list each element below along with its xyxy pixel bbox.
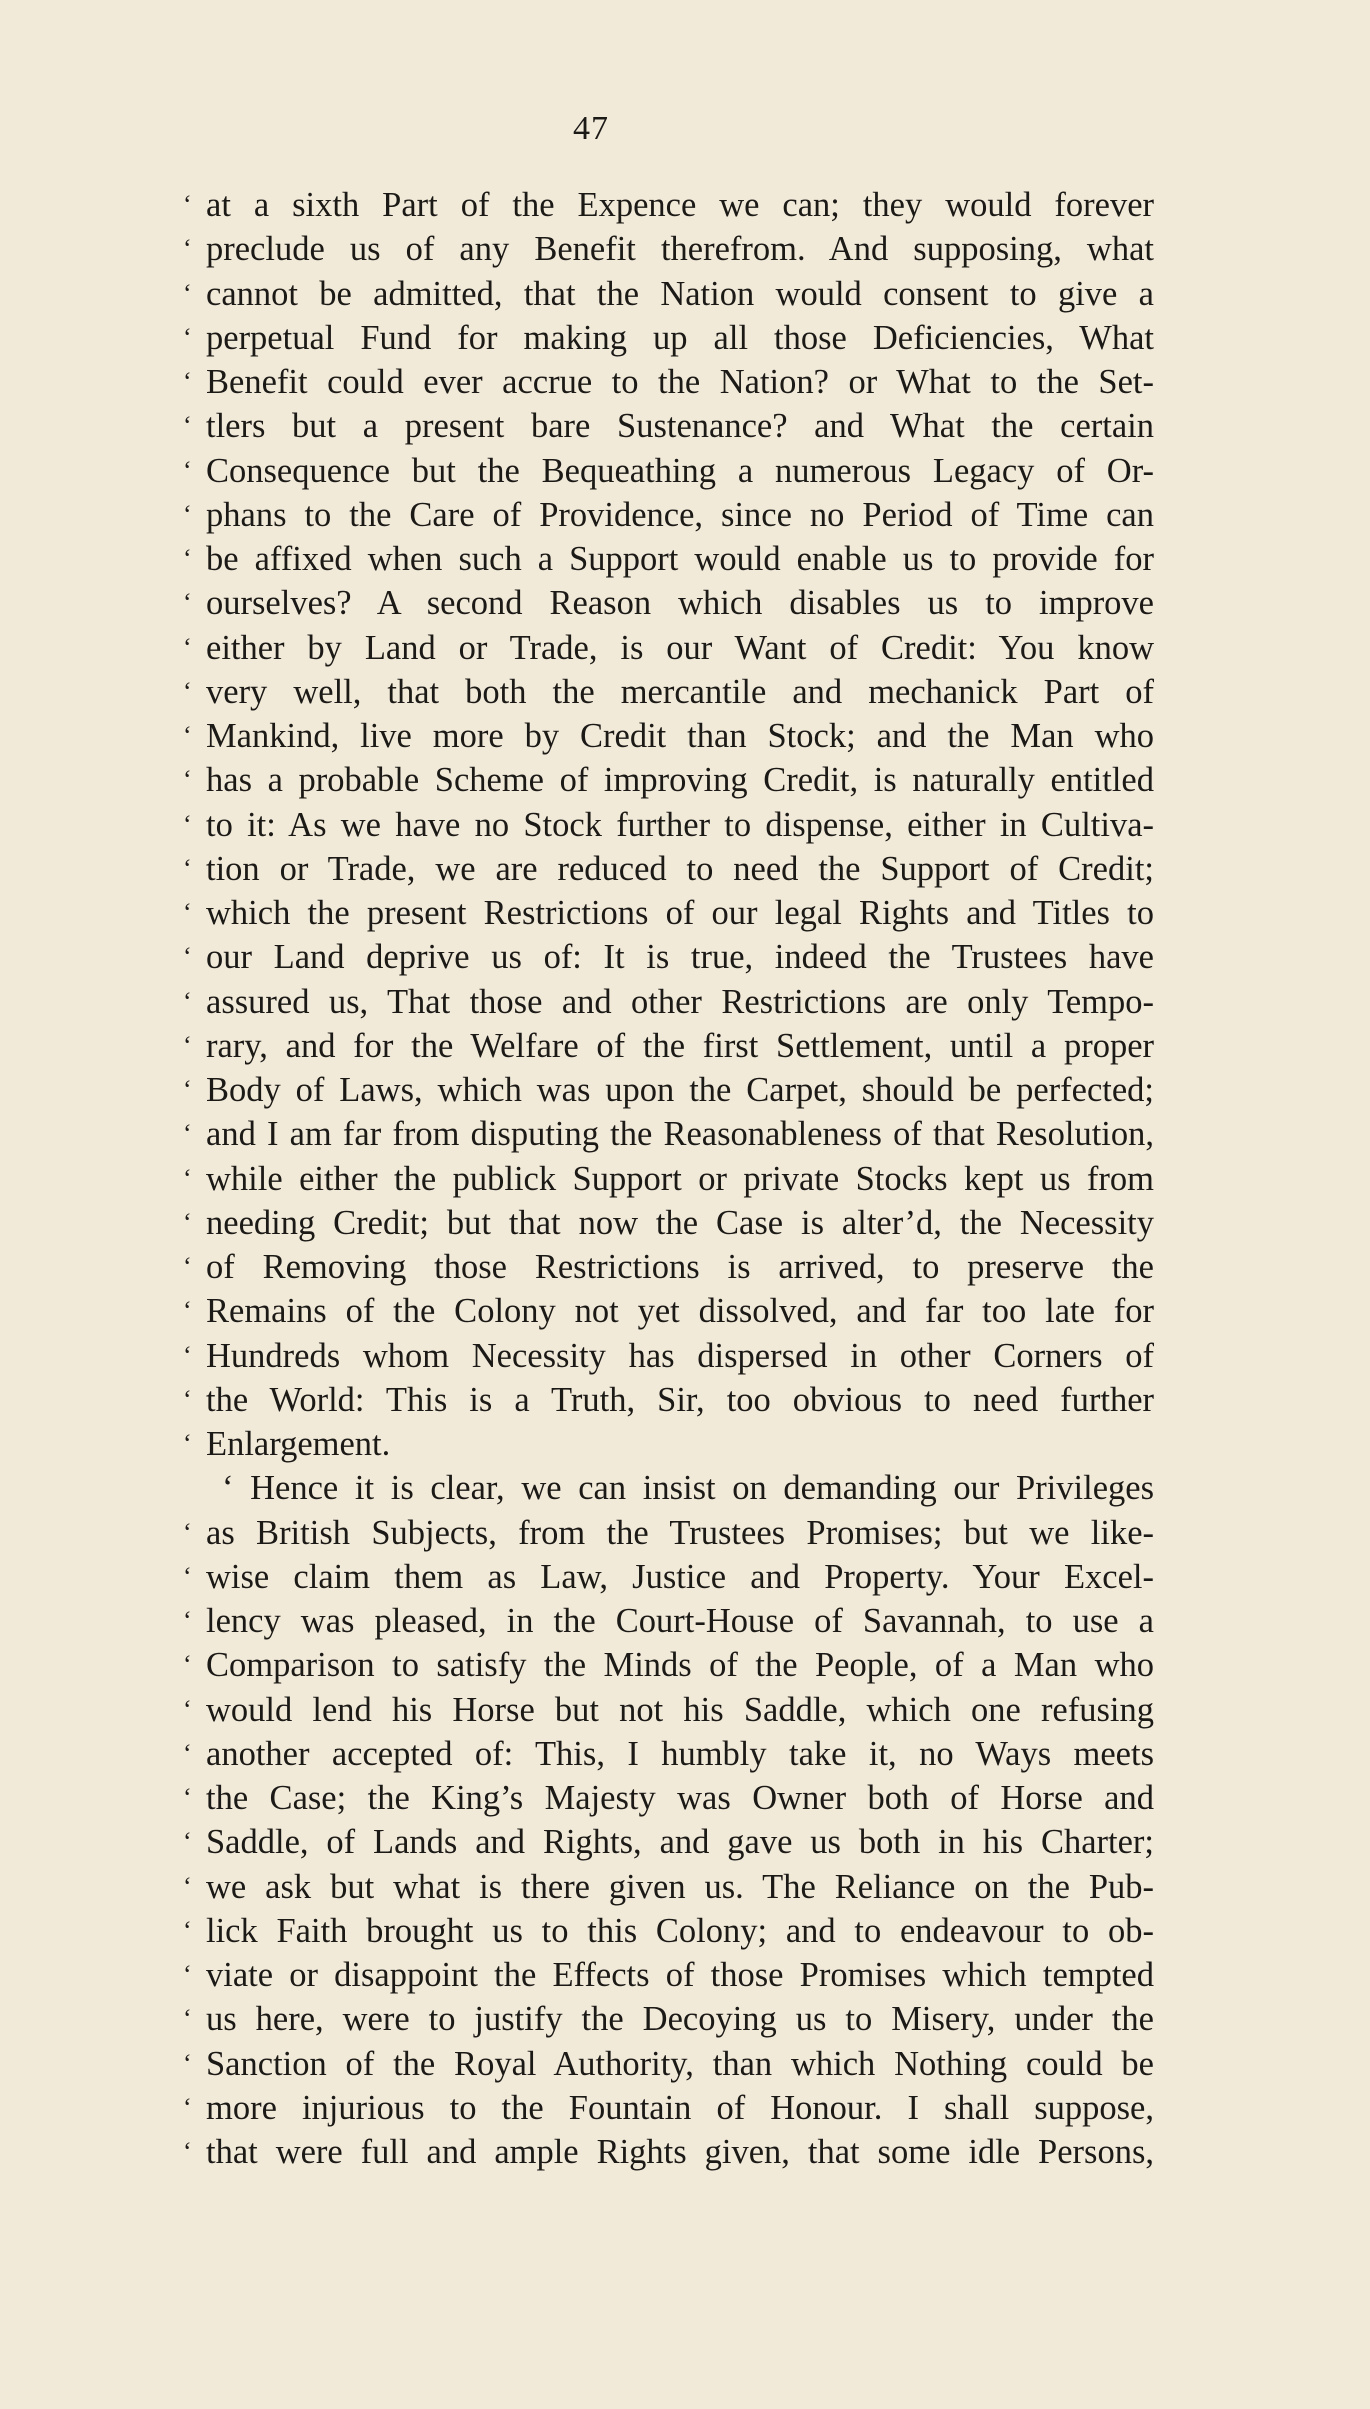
text-line [0,404,1370,448]
quote-mark: ‘ [183,411,192,441]
text-line [0,183,1370,227]
text-line [0,1820,1370,1864]
quote-mark: ‘ [183,1738,192,1768]
line-text: either by Land or Trade, is our Want of Credit: You know [206,628,1154,667]
quote-mark: ‘ [183,367,192,396]
text-line [0,1555,1370,1599]
line-text: at a sixth Part of the Expence we can; they would forever [206,186,1154,224]
quote-mark: ‘ [183,1517,192,1547]
text-line [0,2042,1370,2086]
line-text: Hundreds whom Necessity has dispersed in other Corners of [206,1336,1154,1375]
text-line [0,1466,1370,1510]
text-line [0,581,1370,625]
line-text: viate or disappoint the Effects of those Promises which tempted [206,1956,1154,1994]
line-text: would lend his Horse but not his Saddle, which one refusing [206,1690,1154,1729]
line-text: that were full and ample Rights given, that some idle Persons, [206,2133,1154,2171]
line-text: the Case; the King’s Majesty was Owner both of Horse and [206,1779,1154,1817]
text-line [0,1024,1370,1068]
line-text: tion or Trade, we are reduced to need the Support of Credit; [206,849,1154,888]
line-text: perpetual Fund for making up all those Deficiencies, What [206,318,1154,357]
quote-mark: ‘ [183,1119,192,1149]
line-text: ‘ Hence it is clear, we can insist on demanding our Privileges [222,1469,1154,1508]
line-text: as British Subjects, from the Trustees Promises; but we like- [206,1513,1154,1552]
line-text: ourselves? A second Reason which disables us to improve [206,584,1154,623]
line-text: another accepted of: This, I humbly take it, no Ways meets [206,1734,1154,1773]
line-text: assured us, That those and other Restrictions are only Tempo- [206,982,1154,1021]
line-text: which the present Restrictions of our legal Rights and Titles to [206,894,1154,932]
quote-mark: ‘ [183,278,192,308]
quote-mark: ‘ [183,1252,192,1281]
line-text: Comparison to satisfy the Minds of the People, of a Man who [206,1646,1154,1685]
text-block [0,183,1370,2174]
line-text: be affixed when such a Support would enable us to provide for [206,540,1154,578]
line-text: Benefit could ever accrue to the Nation? or What to the Set- [206,363,1154,401]
quote-mark: ‘ [183,1915,192,1945]
quote-mark: ‘ [183,809,192,839]
quote-mark: ‘ [183,676,192,706]
quote-mark: ‘ [183,1960,192,1989]
line-text: has a probable Scheme of improving Credit, is naturally entitled [206,761,1154,800]
text-line [0,272,1370,316]
line-text: our Land deprive us of: It is true, indeed the Trustees have [206,938,1154,977]
line-text: Remains of the Colony not yet dissolved, and far too late for [206,1292,1154,1331]
text-line [0,626,1370,670]
text-line [0,758,1370,802]
quote-mark: ‘ [183,2048,192,2078]
line-text: Mankind, live more by Credit than Stock; and the Man who [206,717,1154,755]
quote-mark: ‘ [183,1163,192,1193]
quote-mark: ‘ [183,455,192,485]
line-text: lick Faith brought us to this Colony; and to endeavour to ob- [206,1911,1154,1950]
text-line [0,714,1370,758]
page-number: 47 [573,110,609,147]
line-text: us here, were to justify the Decoying us to Misery, under the [206,2000,1154,2039]
text-line [0,1422,1370,1466]
text-line [0,227,1370,271]
line-text: while either the publick Support or private Stocks kept us from [206,1159,1154,1198]
quote-mark: ‘ [183,1384,192,1414]
quote-mark: ‘ [183,898,192,927]
quote-mark: ‘ [183,1075,192,1104]
quote-mark: ‘ [183,234,192,264]
text-line [0,891,1370,935]
line-text: Consequence but the Bequeathing a numerous Legacy of Or- [206,451,1154,490]
text-line [0,1289,1370,1333]
quote-mark: ‘ [183,499,192,529]
line-text: we ask but what is there given us. The Reliance on the Pub- [206,1867,1154,1906]
quote-mark: ‘ [183,2092,192,2122]
quote-mark: ‘ [183,544,192,573]
quote-mark: ‘ [183,1340,192,1370]
quote-mark: ‘ [183,721,192,750]
text-line [0,1334,1370,1378]
text-line [0,1378,1370,1422]
line-text: lency was pleased, in the Court-House of Savannah, to use a [206,1602,1154,1640]
text-line [0,2086,1370,2130]
line-text: of Removing those Restrictions is arrived, to preserve the [206,1248,1154,1286]
quote-mark: ‘ [183,986,192,1016]
line-text: and I am far from disputing the Reasonableness of that Resolution, [206,1115,1154,1154]
quote-mark: ‘ [183,1606,192,1635]
text-line [0,1997,1370,2041]
quote-mark: ‘ [183,1694,192,1724]
line-text: very well, that both the mercantile and mechanick Part of [206,672,1154,711]
text-line [0,360,1370,404]
text-line [0,493,1370,537]
quote-mark: ‘ [183,190,192,219]
line-text: Body of Laws, which was upon the Carpet, should be perfected; [206,1071,1154,1109]
text-line [0,1511,1370,1555]
text-line [0,935,1370,979]
line-text: Sanction of the Royal Authority, than which Nothing could be [206,2044,1154,2083]
quote-mark: ‘ [183,1296,192,1326]
text-line [0,1732,1370,1776]
quote-mark: ‘ [183,1561,192,1591]
line-text: Saddle, of Lands and Rights, and gave us both in his Charter; [206,1823,1154,1862]
text-line [0,803,1370,847]
line-text: more injurious to the Fountain of Honour. I shall suppose, [206,2088,1154,2127]
quote-mark: ‘ [183,1429,192,1458]
text-line [0,847,1370,891]
text-line [0,1599,1370,1643]
line-text: the World: This is a Truth, Sir, too obvious to need further [206,1380,1154,1419]
text-line [0,1112,1370,1156]
text-line [0,1643,1370,1687]
quote-mark: ‘ [183,632,192,662]
text-line [0,1688,1370,1732]
quote-mark: ‘ [183,2004,192,2034]
text-line [0,1157,1370,1201]
text-line [0,1776,1370,1820]
line-text: Enlargement. [206,1425,391,1463]
line-text: preclude us of any Benefit therefrom. And supposing, what [206,230,1154,269]
text-line [0,1201,1370,1245]
text-line [0,2130,1370,2174]
quote-mark: ‘ [183,1827,192,1857]
quote-mark: ‘ [183,1207,192,1237]
quote-mark: ‘ [183,942,192,972]
line-text: rary, and for the Welfare of the first Settlement, until a proper [206,1026,1154,1065]
line-text: to it: As we have no Stock further to dispense, either in Cultiva- [206,805,1154,844]
quote-mark: ‘ [183,1650,192,1680]
quote-mark: ‘ [183,322,192,352]
text-line [0,1953,1370,1997]
quote-mark: ‘ [183,765,192,795]
line-text: wise claim them as Law, Justice and Property. Your Excel- [206,1557,1154,1596]
line-text: cannot be admitted, that the Nation would consent to give a [206,274,1154,313]
text-line [0,316,1370,360]
line-text: tlers but a present bare Sustenance? and What the certain [206,407,1154,446]
text-line [0,980,1370,1024]
text-line [0,537,1370,581]
quote-mark: ‘ [183,1030,192,1060]
text-line [0,1245,1370,1289]
line-text: needing Credit; but that now the Case is alter’d, the Necessity [206,1203,1154,1242]
text-line [0,670,1370,714]
text-line [0,1909,1370,1953]
text-line [0,1068,1370,1112]
quote-mark: ‘ [183,853,192,883]
quote-mark: ‘ [183,588,192,618]
text-line [0,1865,1370,1909]
line-text: phans to the Care of Providence, since no Period of Time can [206,495,1154,534]
quote-mark: ‘ [183,2137,192,2166]
quote-mark: ‘ [183,1871,192,1901]
text-line [0,449,1370,493]
quote-mark: ‘ [183,1783,192,1812]
